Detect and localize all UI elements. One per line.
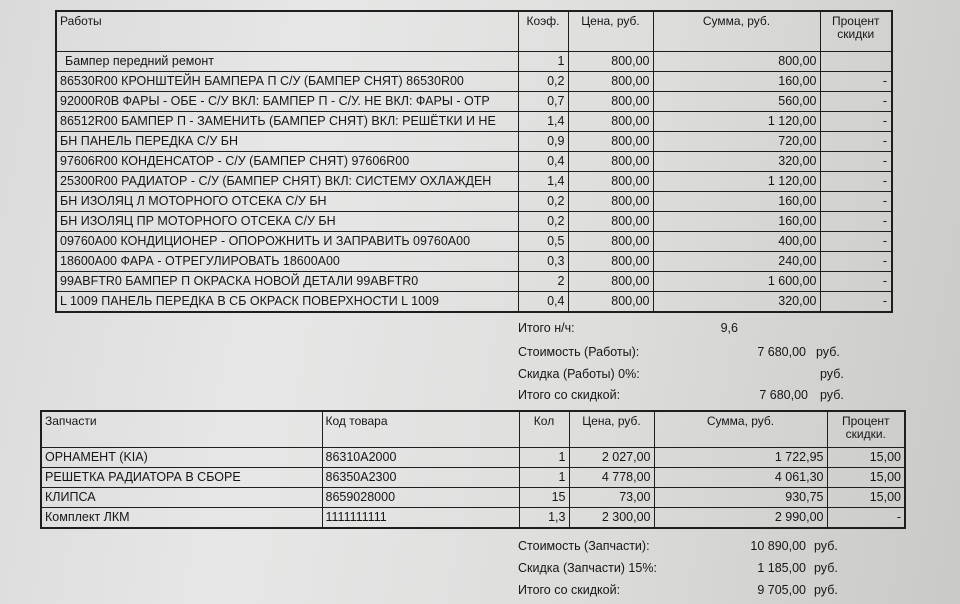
parts-discount-label: Скидка (Запчасти) 15%: [518, 561, 657, 575]
work-coef: 0,3 [518, 252, 568, 272]
work-price: 800,00 [568, 252, 653, 272]
work-price: 800,00 [568, 272, 653, 292]
works-total-line [518, 388, 848, 406]
works-group-discount [820, 52, 892, 72]
work-discount: - [820, 152, 892, 172]
work-price: 800,00 [568, 132, 653, 152]
work-sum: 1 120,00 [653, 112, 820, 132]
works-header-price: Цена, руб. [568, 11, 653, 52]
works-hours-line [518, 321, 838, 339]
works-cost-value: 7 680,00 [757, 345, 806, 359]
work-price: 800,00 [568, 92, 653, 112]
works-discount-label: Скидка (Работы) 0%: [518, 367, 640, 381]
work-sum: 160,00 [653, 192, 820, 212]
work-coef: 0,2 [518, 72, 568, 92]
work-coef: 2 [518, 272, 568, 292]
work-name: БН ИЗОЛЯЦ ПР МОТОРНОГО ОТСЕКА С/У БН [56, 212, 518, 232]
work-name: БН ПАНЕЛЬ ПЕРЕДКА С/У БН [56, 132, 518, 152]
part-qty: 15 [519, 488, 569, 508]
work-name: 25300R00 РАДИАТОР - С/У (БАМПЕР СНЯТ) ВКЛ: СИСТЕМУ ОХЛАЖДЕН [56, 172, 518, 192]
work-name: L 1009 ПАНЕЛЬ ПЕРЕДКА В СБ ОКРАСК ПОВЕРХНОСТИ L 1009 [56, 292, 518, 313]
work-sum: 1 120,00 [653, 172, 820, 192]
part-sum: 930,75 [654, 488, 827, 508]
parts-total-label: Итого со скидкой: [518, 583, 621, 597]
work-sum: 320,00 [653, 292, 820, 313]
work-name: БН ИЗОЛЯЦ Л МОТОРНОГО ОТСЕКА С/У БН [56, 192, 518, 212]
work-price: 800,00 [568, 112, 653, 132]
works-cost-line [518, 345, 848, 363]
work-sum: 400,00 [653, 232, 820, 252]
parts-header-price: Цена, руб. [569, 411, 654, 448]
works-group-title: Бампер передний ремонт [56, 52, 518, 72]
work-discount: - [820, 112, 892, 132]
works-total-unit: руб. [820, 388, 844, 402]
parts-header-name: Запчасти [41, 411, 322, 448]
parts-table [40, 410, 906, 529]
work-name: 92000R0B ФАРЫ - ОБЕ - С/У ВКЛ: БАМПЕР П - С/У. НЕ ВКЛ: ФАРЫ - ОТР [56, 92, 518, 112]
parts-header-row [41, 411, 905, 448]
work-coef: 0,4 [518, 292, 568, 313]
work-name: 97606R00 КОНДЕНСАТОР - С/У (БАМПЕР СНЯТ) 97606R00 [56, 152, 518, 172]
parts-discount-value: 1 185,00 [757, 561, 806, 575]
work-discount: - [820, 192, 892, 212]
parts-cost-label: Стоимость (Запчасти): [518, 539, 650, 553]
parts-row [41, 508, 905, 529]
work-price: 800,00 [568, 192, 653, 212]
part-price: 2 027,00 [569, 448, 654, 468]
part-code: 1111111111 [322, 508, 519, 529]
work-coef: 1,4 [518, 172, 568, 192]
part-discount: 15,00 [827, 448, 905, 468]
part-name: РЕШЕТКА РАДИАТОРА В СБОРЕ [41, 468, 322, 488]
part-code: 8659028000 [322, 488, 519, 508]
work-discount: - [820, 212, 892, 232]
works-row [56, 252, 892, 272]
work-coef: 0,2 [518, 192, 568, 212]
works-header-sum: Сумма, руб. [653, 11, 820, 52]
work-price: 800,00 [568, 232, 653, 252]
part-discount: 15,00 [827, 468, 905, 488]
works-cost-unit: руб. [816, 345, 840, 359]
work-price: 800,00 [568, 292, 653, 313]
work-name: 86530R00 КРОНШТЕЙН БАМПЕРА П С/У (БАМПЕР СНЯТ) 86530R00 [56, 72, 518, 92]
parts-header-discount: Процент скидки. [827, 411, 905, 448]
works-header-name: Работы [56, 11, 518, 52]
works-header-discount: Процент скидки [820, 11, 892, 52]
works-hours-label: Итого н/ч: [518, 321, 575, 335]
part-qty: 1 [519, 468, 569, 488]
parts-total-line [518, 583, 858, 601]
works-group-coef: 1 [518, 52, 568, 72]
work-discount: - [820, 72, 892, 92]
work-coef: 0,9 [518, 132, 568, 152]
works-group-row [56, 52, 892, 72]
work-sum: 560,00 [653, 92, 820, 112]
work-discount: - [820, 252, 892, 272]
work-discount: - [820, 92, 892, 112]
work-discount: - [820, 292, 892, 313]
works-group-price: 800,00 [568, 52, 653, 72]
works-row [56, 192, 892, 212]
part-sum: 4 061,30 [654, 468, 827, 488]
work-sum: 320,00 [653, 152, 820, 172]
works-row [56, 232, 892, 252]
works-group-sum: 800,00 [653, 52, 820, 72]
works-row [56, 112, 892, 132]
parts-row [41, 488, 905, 508]
works-total-value: 7 680,00 [759, 388, 808, 402]
part-code: 86350A2300 [322, 468, 519, 488]
work-coef: 0,2 [518, 212, 568, 232]
part-discount: 15,00 [827, 488, 905, 508]
work-discount: - [820, 172, 892, 192]
works-header-coef: Коэф. [518, 11, 568, 52]
works-row [56, 72, 892, 92]
works-header-row [56, 11, 892, 52]
part-code: 86310A2000 [322, 448, 519, 468]
work-price: 800,00 [568, 72, 653, 92]
part-price: 4 778,00 [569, 468, 654, 488]
parts-total-unit: руб. [814, 583, 838, 597]
parts-header-qty: Кол [519, 411, 569, 448]
part-name: КЛИПСА [41, 488, 322, 508]
works-row [56, 272, 892, 292]
parts-header-sum: Сумма, руб. [654, 411, 827, 448]
works-row [56, 172, 892, 192]
works-row [56, 132, 892, 152]
works-cost-label: Стоимость (Работы): [518, 345, 640, 359]
works-row [56, 292, 892, 313]
work-price: 800,00 [568, 172, 653, 192]
work-name: 18600A00 ФАРА - ОТРЕГУЛИРОВАТЬ 18600A00 [56, 252, 518, 272]
work-coef: 0,4 [518, 152, 568, 172]
work-price: 800,00 [568, 212, 653, 232]
parts-discount-unit: руб. [814, 561, 838, 575]
work-name: 09760A00 КОНДИЦИОНЕР - ОПОРОЖНИТЬ И ЗАПРАВИТЬ 09760A00 [56, 232, 518, 252]
work-coef: 0,5 [518, 232, 568, 252]
works-discount-unit: руб. [820, 367, 844, 381]
work-coef: 0,7 [518, 92, 568, 112]
work-discount: - [820, 272, 892, 292]
work-sum: 160,00 [653, 72, 820, 92]
work-sum: 1 600,00 [653, 272, 820, 292]
parts-row [41, 468, 905, 488]
part-name: Комплект ЛКМ [41, 508, 322, 529]
parts-header-code: Код товара [322, 411, 519, 448]
parts-cost-line [518, 539, 858, 557]
work-discount: - [820, 132, 892, 152]
works-row [56, 92, 892, 112]
works-row [56, 152, 892, 172]
works-discount-line [518, 367, 848, 385]
work-price: 800,00 [568, 152, 653, 172]
parts-cost-value: 10 890,00 [750, 539, 806, 553]
work-sum: 160,00 [653, 212, 820, 232]
works-hours-value: 9,6 [720, 321, 738, 335]
parts-cost-unit: руб. [814, 539, 838, 553]
work-sum: 720,00 [653, 132, 820, 152]
work-name: 86512R00 БАМПЕР П - ЗАМЕНИТЬ (БАМПЕР СНЯТ) ВКЛ: РЕШЁТКИ И НЕ [56, 112, 518, 132]
work-discount: - [820, 232, 892, 252]
parts-row [41, 448, 905, 468]
parts-total-value: 9 705,00 [757, 583, 806, 597]
part-name: ОРНАМЕНТ (KIA) [41, 448, 322, 468]
part-sum: 1 722,95 [654, 448, 827, 468]
works-row [56, 212, 892, 232]
work-name: 99ABFTR0 БАМПЕР П ОКРАСКА НОВОЙ ДЕТАЛИ 99ABFTR0 [56, 272, 518, 292]
part-discount: - [827, 508, 905, 529]
part-qty: 1 [519, 448, 569, 468]
part-sum: 2 990,00 [654, 508, 827, 529]
work-coef: 1,4 [518, 112, 568, 132]
work-sum: 240,00 [653, 252, 820, 272]
works-table [55, 10, 893, 313]
parts-discount-line [518, 561, 858, 579]
part-qty: 1,3 [519, 508, 569, 529]
part-price: 73,00 [569, 488, 654, 508]
works-total-label: Итого со скидкой: [518, 388, 621, 402]
part-price: 2 300,00 [569, 508, 654, 529]
